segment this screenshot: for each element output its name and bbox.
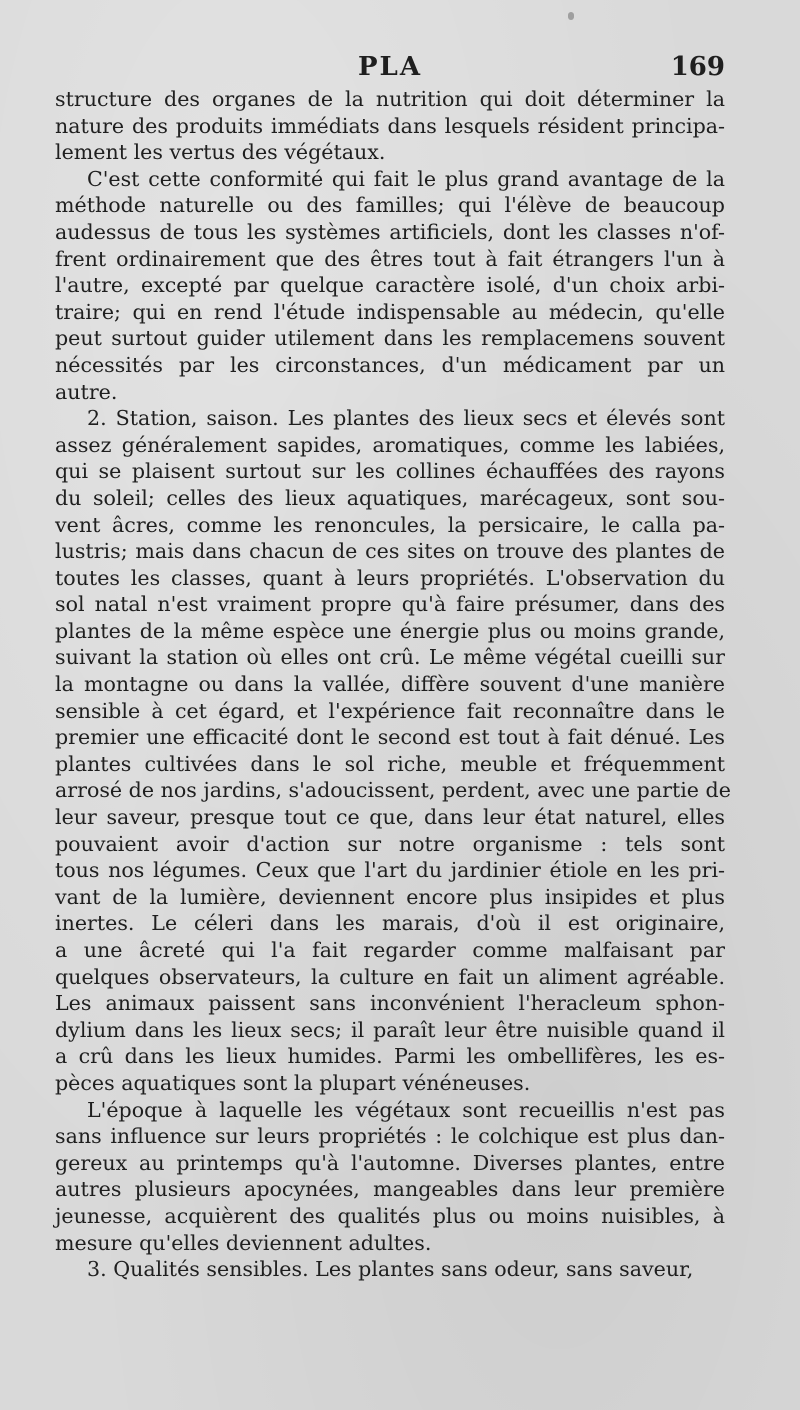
text-line: sans influence sur leurs propriétés : le colchique est plus dan- [55, 1124, 725, 1149]
text-line: 3. Qualités sensibles. Les plantes sans odeur, sans saveur, [87, 1257, 694, 1282]
text-line: a une âcreté qui l'a fait regarder comme malfaisant par [55, 938, 725, 962]
text-line: peut surtout guider utilement dans les remplacemens souvent [55, 326, 725, 351]
text-line: nature des produits immédiats dans lesquels résident principa- [55, 113, 725, 138]
text-line: frent ordinairement que des êtres tout à fait étrangers l'un à [55, 246, 725, 271]
text-line: lustris; mais dans chacun de ces sites on trouve des plantes de [55, 539, 725, 564]
text-line: pèces aquatiques sont la plupart vénéneuses. [55, 1070, 531, 1095]
text-line: nécessités par les circonstances, d'un médicament par un [55, 352, 725, 377]
text-line: C'est cette conformité qui fait le plus grand avantage de la [87, 166, 725, 191]
text-line: gereux au printemps qu'à l'automne. Diverses plantes, entre [55, 1150, 725, 1175]
text-line: Les animaux paissent sans inconvénient l'heracleum sphon- [55, 991, 725, 1016]
text-line: vent âcres, comme les renoncules, la persicaire, le calla pa- [55, 512, 725, 537]
page-number: 169 [670, 52, 725, 82]
text-line: quelques observateurs, la culture en fait un aliment agréable. [55, 964, 725, 989]
body-text [55, 86, 731, 1283]
text-line: assez généralement sapides, aromatiques, comme les labiées, [55, 432, 725, 457]
text-line: qui se plaisent surtout sur les collines échauffées des rayons [55, 459, 725, 484]
text-line: pouvaient avoir d'action sur notre organisme : tels sont [55, 831, 725, 856]
text-line: autre. [55, 379, 118, 404]
text-line: vant de la lumière, deviennent encore plus insipides et plus [55, 884, 725, 909]
text-line: sol natal n'est vraiment propre qu'à faire présumer, dans des [55, 592, 725, 617]
text-line: lement les vertus des végétaux. [55, 140, 386, 165]
text-line: traire; qui en rend l'étude indispensable au médecin, qu'elle [55, 299, 725, 324]
text-line: 2. Station, saison. Les plantes des lieux secs et élevés sont [87, 406, 725, 431]
text-line: plantes cultivées dans le sol riche, meuble et fréquemment [55, 751, 725, 776]
text-line: inertes. Le céleri dans les marais, d'où il est originaire, [55, 911, 725, 936]
text-line: L'époque à laquelle les végétaux sont recueillis n'est pas [87, 1097, 725, 1122]
text-line: leur saveur, presque tout ce que, dans leur état naturel, elles [55, 805, 725, 830]
text-line: mesure qu'elles deviennent adultes. [55, 1230, 432, 1255]
text-line: méthode naturelle ou des familles; qui l'élève de beaucoup [55, 193, 725, 218]
text-line: sensible à cet égard, et l'expérience fait reconnaître dans le [55, 698, 725, 723]
text-line: structure des organes de la nutrition qui doit déterminer la [55, 87, 725, 111]
text-line: autres plusieurs apocynées, mangeables dans leur première [55, 1177, 725, 1202]
text-line: arrosé de nos jardins, s'adoucissent, perdent, avec une partie de [55, 778, 731, 803]
text-line: audessus de tous les systèmes artificiels, dont les classes n'of- [55, 219, 725, 244]
text-line: suivant la station où elles ont crû. Le même végétal cueilli sur [55, 645, 725, 670]
text-line: premier une efficacité dont le second est tout à fait dénué. Les [55, 725, 725, 750]
text-line: tous nos légumes. Ceux que l'art du jardinier étiole en les pri- [55, 858, 725, 883]
text-line: plantes de la même espèce une énergie plus ou moins grande, [55, 618, 725, 643]
text-line: la montagne ou dans la vallée, diffère souvent d'une manière [55, 672, 725, 697]
text-line: a crû dans les lieux humides. Parmi les ombellifères, les es- [55, 1044, 725, 1069]
running-head: PLA [357, 52, 422, 82]
text-line: jeunesse, acquièrent des qualités plus ou moins nuisibles, à [55, 1203, 725, 1228]
text-line: dylium dans les lieux secs; il paraît leur être nuisible quand il [55, 1017, 725, 1042]
ink-speck [568, 12, 574, 20]
text-line: du soleil; celles des lieux aquatiques, marécageux, sont sou- [55, 485, 725, 510]
text-line: l'autre, excepté par quelque caractère isolé, d'un choix arbi- [55, 273, 725, 298]
text-line: toutes les classes, quant à leurs propriétés. L'observation du [55, 565, 725, 590]
